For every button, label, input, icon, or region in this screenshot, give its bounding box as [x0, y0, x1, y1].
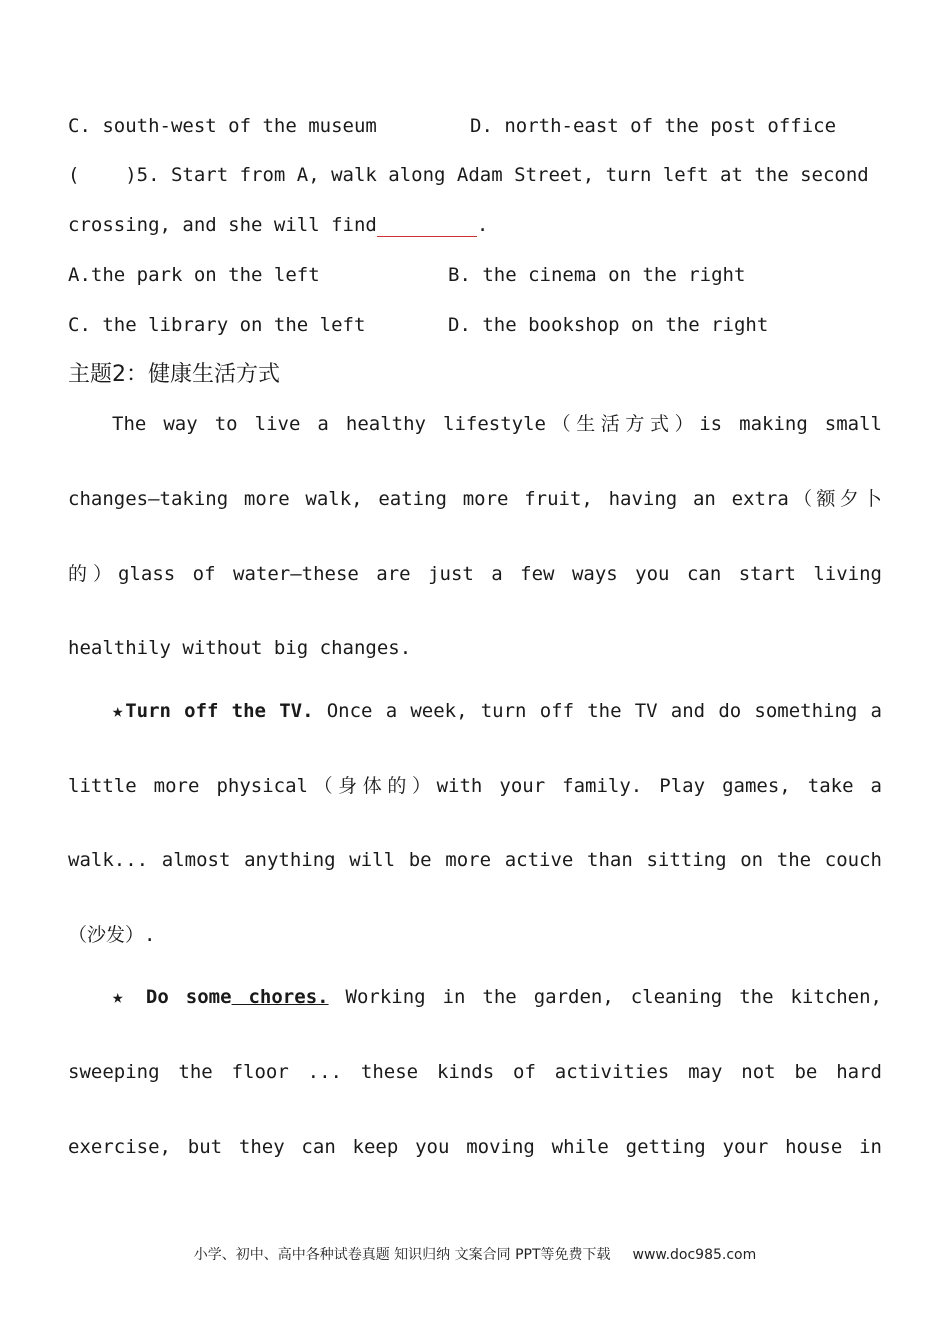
topic-heading: 主题2：健康生活方式 [68, 362, 280, 387]
p1-line2: changes—taking more walk, eating more fruit, having an extra（额夕卜 [68, 488, 882, 510]
p2-line2: little more physical（身体的）with your family. Play games, take a [68, 775, 882, 797]
q5-stem-prefix: crossing, and she will find [68, 214, 377, 236]
q4-option-d: D. north-east of the post office [470, 115, 837, 137]
p3-tip-title-b: chores. [231, 986, 329, 1008]
p3-line2: sweeping the floor ... these kinds of activities may not be hard [68, 1061, 882, 1083]
q5-stem-suffix: . [476, 214, 489, 236]
footer-text: 小学、初中、高中各种试卷真题 知识归纳 文案合同 PPT等免费下载 [193, 1247, 611, 1263]
answer-blank[interactable] [377, 216, 477, 237]
p3-line3: exercise, but they can keep you moving while getting your house in [68, 1136, 882, 1158]
p2-tip-title: ★Turn off the TV. [112, 700, 314, 722]
footer-url[interactable]: www.doc985.com [632, 1247, 757, 1263]
p1-line1: The way to live a healthy lifestyle（生活方式）is making small [112, 413, 882, 435]
q5-option-c: C. the library on the left [68, 314, 366, 336]
p2-line3: walk... almost anything will be more active than sitting on the couch [68, 849, 882, 871]
p1-line4: healthily without big changes. [68, 637, 412, 659]
q5-option-d: D. the bookshop on the right [448, 314, 769, 336]
p2-line4: （沙发）. [68, 924, 156, 946]
q5-stem-text: 5. Start from A, walk along Adam Street, turn left at the second [136, 164, 869, 186]
answer-paren: ( ) [68, 164, 137, 186]
q4-option-c: C. south-west of the museum [68, 115, 377, 137]
q5-stem-line1 [68, 163, 869, 187]
q5-option-a: A.the park on the left [68, 264, 320, 286]
p3-line1-text: Working in the garden, cleaning the kitchen, [328, 986, 883, 1008]
p3-line1 [112, 985, 882, 1009]
p2-line1-text: Once a week, turn off the TV and do something a [313, 700, 883, 722]
q5-option-b: B. the cinema on the right [448, 264, 746, 286]
page-footer [0, 1244, 950, 1264]
p1-line3: 的）glass of water—these are just a few ways you can start living [68, 563, 882, 585]
p2-line1 [112, 699, 882, 723]
q5-stem-line2 [68, 213, 488, 237]
p3-tip-title-a: ★ Do some [112, 986, 232, 1008]
